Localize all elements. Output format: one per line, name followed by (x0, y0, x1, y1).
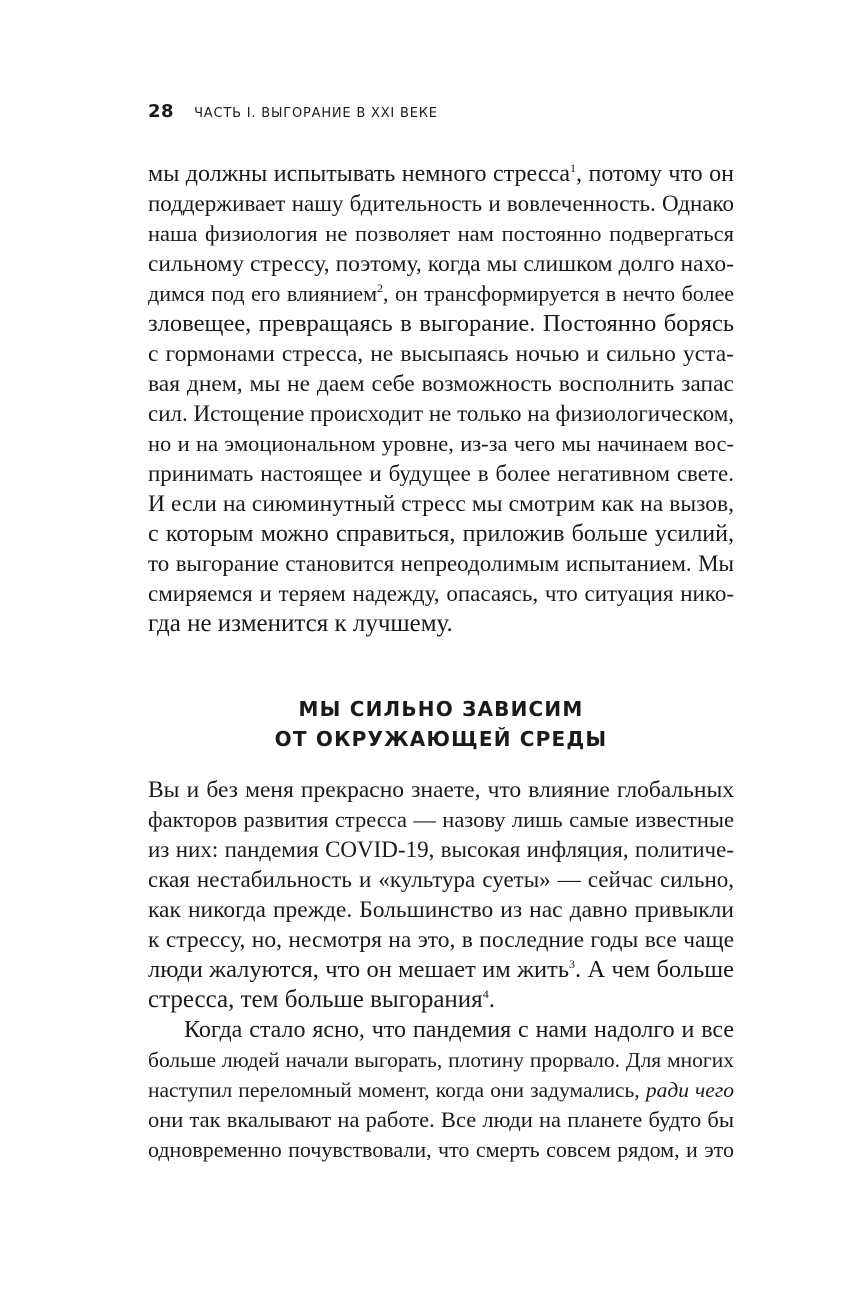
emphasis-text: ради чего (645, 1078, 734, 1102)
text-line: с которым можно справиться, приложив больше усилий, (148, 521, 734, 547)
text-line: к стрессу, но, несмотря на это, в последние годы все чаще (148, 927, 734, 953)
heading-line: МЫ СИЛЬНО ЗАВИСИМ (298, 697, 584, 721)
text-line: больше людей начали выгорать, плотину прорвало. Для многих (148, 1048, 734, 1072)
text-line: но и на эмоциональном уровне, из-за чего мы начинаем вос- (148, 431, 734, 456)
text-line: мы должны испытывать немного стресса$^1$, потому что он (148, 161, 735, 187)
text-line: стресса, тем больше выгорания$^4$. (148, 986, 495, 1013)
running-head (148, 101, 438, 125)
text-line: наша физиология не позволяет нам постоянно подвергаться (148, 221, 734, 246)
text-line: люди жалуются, что он мешает им жить$^3$. А чем больше (148, 956, 734, 983)
text-line: как никогда прежде. Большинство из нас давно привыкли (148, 897, 734, 923)
section-title: ЧАСТЬ I. ВЫГОРАНИЕ В XXI ВЕКЕ (194, 106, 438, 121)
text-line: они так вкалывают на работе. Все люди на планете будто бы (148, 1107, 734, 1132)
footnote-ref[interactable]: 2 (377, 281, 384, 295)
text-line: из них: пандемия COVID-19, высокая инфляция, политиче- (148, 837, 734, 862)
footnote-ref[interactable]: 3 (569, 957, 576, 971)
text-line: одновременно почувствовали, что смерть совсем рядом, и это (148, 1137, 734, 1162)
paragraph-2 (148, 775, 734, 1015)
text-line: Вы и без меня прекрасно знаете, что влияние глобальных (148, 777, 734, 803)
text-line: факторов развития стресса — назову лишь самые известные (148, 807, 734, 832)
text-line: смиряемся и теряем надежду, опасаясь, что ситуация нико- (148, 581, 734, 606)
text-line: сильному стрессу, поэтому, когда мы слишком долго нахо- (148, 251, 734, 277)
text-line: поддерживает нашу бдительность и вовлеченность. Однако (148, 191, 734, 216)
text-line: ская нестабильность и «культура суеты» — сейчас сильно, (148, 867, 734, 892)
text-line: И если на сиюминутный стресс мы смотрим как на вызов, (148, 491, 734, 517)
section-heading (148, 694, 734, 754)
text-line: вая днем, мы не даем себе возможность восполнить запас (148, 371, 734, 397)
footnote-ref[interactable]: 4 (482, 987, 489, 1001)
text-line: наступил переломный момент, когда они задумались, ради чего (148, 1078, 734, 1102)
text-line: зловещее, превращаясь в выгорание. Постоянно борясь (148, 310, 734, 337)
heading-line: ОТ ОКРУЖАЮЩЕЙ СРЕДЫ (274, 727, 608, 751)
footnote-ref[interactable]: 1 (570, 161, 576, 175)
text-line: сил. Истощение происходит не только на физиологическом, (148, 401, 735, 426)
paragraph-1 (148, 159, 734, 639)
text-line: димся под его влиянием$^2$, он трансформируется в нечто более (148, 281, 734, 306)
paragraph-3 (148, 1015, 734, 1165)
text-line: то выгорание становится непреодолимым испытанием. Мы (148, 551, 734, 576)
page-number: 28 (148, 101, 175, 122)
text-line: Когда стало ясно, что пандемия с нами надолго и все (184, 1017, 734, 1043)
text-line: с гормонами стресса, не высыпаясь ночью и сильно уста- (148, 341, 734, 367)
text-line: гда не изменится к лучшему. (148, 610, 453, 637)
text-line: принимать настоящее и будущее в более негативном свете. (148, 461, 734, 486)
